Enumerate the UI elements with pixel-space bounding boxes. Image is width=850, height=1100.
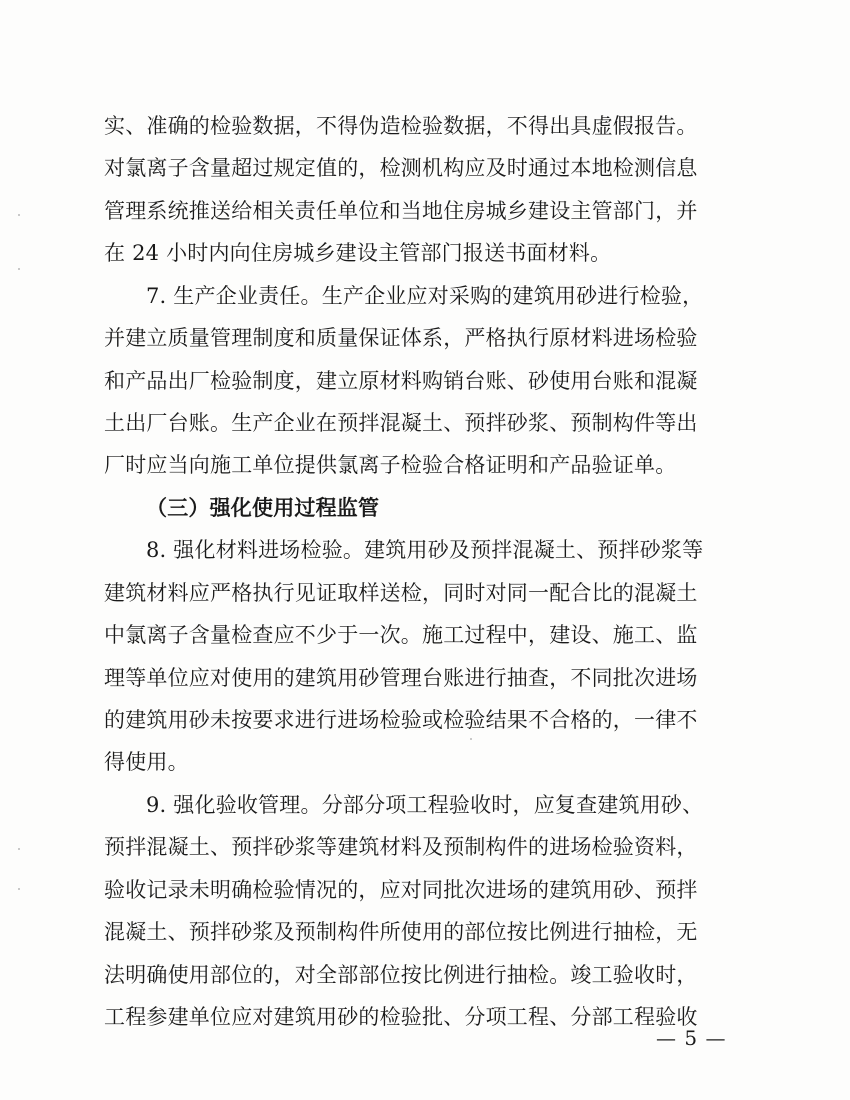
scan-speck — [18, 214, 20, 216]
text-line: 的建筑用砂未按要求进行进场检验或检验结果不合格的，一律不 — [104, 708, 698, 732]
page-number: — 5 — — [656, 1026, 727, 1050]
text-line: 中氯离子含量检查应不少于一次。施工过程中，建设、施工、监 — [104, 623, 698, 647]
paragraph-9-start: 9. 强化验收管理。分部分项工程验收时，应复查建筑用砂、 — [146, 793, 704, 817]
text-line: 预拌混凝土、预拌砂浆等建筑材料及预制构件的进场检验资料， — [104, 835, 698, 859]
scan-speck — [18, 888, 20, 890]
text-line: 工程参建单位应对建筑用砂的检验批、分项工程、分部工程验收 — [104, 1005, 698, 1029]
scan-speck — [18, 848, 20, 850]
text-line: 建筑材料应严格执行见证取样送检，同时对同一配合比的混凝土 — [104, 581, 698, 605]
text-line: 实、准确的检验数据，不得伪造检验数据，不得出具虚假报告。 — [104, 114, 698, 138]
text-line: 在 24 小时内向住房城乡建设主管部门报送书面材料。 — [104, 241, 612, 265]
text-line: 得使用。 — [104, 750, 189, 774]
text-line: 管理系统推送给相关责任单位和当地住房城乡建设主管部门，并 — [104, 199, 698, 223]
paragraph-8-start: 8. 强化材料进场检验。建筑用砂及预拌混凝土、预拌砂浆等 — [146, 538, 704, 562]
scan-speck — [18, 268, 20, 270]
text-line: 理等单位应对使用的建筑用砂管理台账进行抽查，不同批次进场 — [104, 666, 698, 690]
text-line: 和产品出厂检验制度，建立原材料购销台账、砂使用台账和混凝 — [104, 369, 698, 393]
text-line: 混凝土、预拌砂浆及预制构件所使用的部位按比例进行抽检，无 — [104, 920, 698, 944]
text-line: 土出厂台账。生产企业在预拌混凝土、预拌砂浆、预制构件等出 — [104, 411, 698, 435]
text-line: 法明确使用部位的，对全部部位按比例进行抽检。竣工验收时， — [104, 963, 698, 987]
text-line: 验收记录未明确检验情况的，应对同批次进场的建筑用砂、预拌 — [104, 878, 698, 902]
scan-speck — [470, 738, 472, 740]
text-line: 并建立质量管理制度和质量保证体系，严格执行原材料进场检验 — [104, 326, 698, 350]
paragraph-7-start: 7. 生产企业责任。生产企业应对采购的建筑用砂进行检验， — [146, 284, 704, 308]
text-line: 对氯离子含量超过规定值的，检测机构应及时通过本地检测信息 — [104, 156, 698, 180]
section-heading: （三）强化使用过程监管 — [146, 495, 380, 520]
text-line: 厂时应当向施工单位提供氯离子检验合格证明和产品验证单。 — [104, 453, 677, 477]
